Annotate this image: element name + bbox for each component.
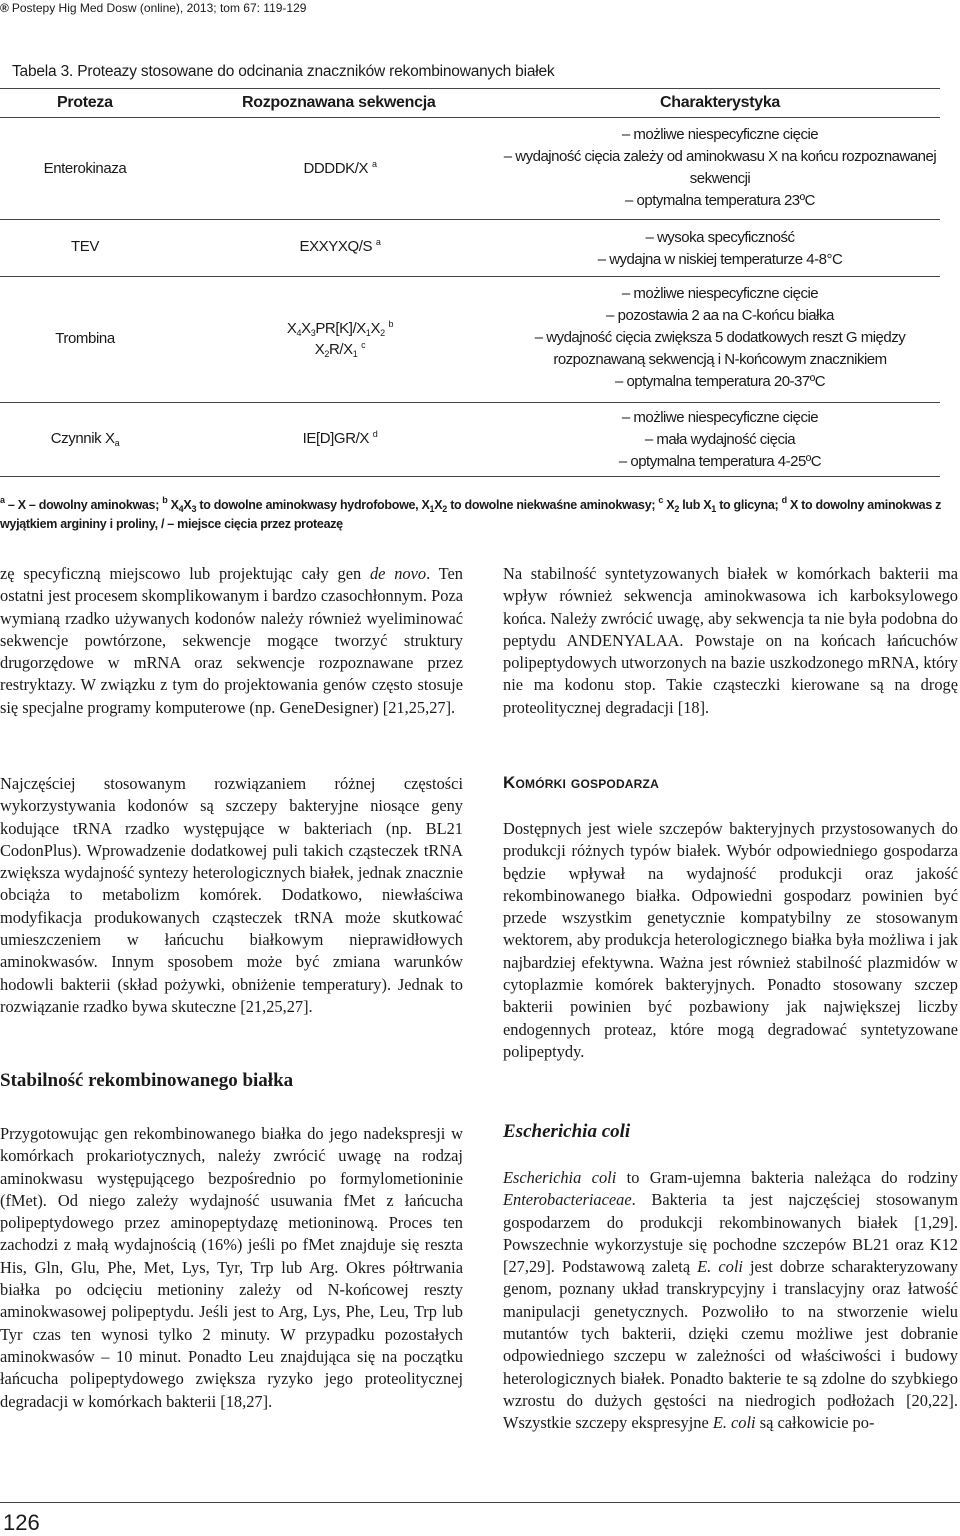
table-header-protease: Proteza bbox=[57, 94, 113, 111]
sequence-factor-xa: IE[D]GR/X $^d$ bbox=[302, 429, 378, 447]
table-header-characteristics: Charakterystyka bbox=[660, 94, 781, 111]
left-column-paragraph-3: Przygotowując gen rekombinowanego białka do jego nadekspresji w komórkach prokariotycznych, należy zwrócić uwagę na rodzaj aminokwasu występującego bezpośrednio po formylometioninie (fMet). Od niego zależy wydajność usuwania fMet z łańcucha polipeptydowego przez aminopeptydazę metioninową. Proces ten zachodzi z małą wydajnością (16%) jeśli po fMet znajduje się reszta His, Gln, Glu, Phe, Met, Lys, Tyr, Trp lub Arg. Okres półtrwania białka po odcięciu metioniny zależy od N-końcowej reszty aminokwasowej polipeptydu. Jeśli jest to Arg, Lys, Phe, Leu, Trp lub Tyr czas ten wynosi tylko 2 minuty. W przypadku pozostałych aminokwasów – 10 minut. Ponadto Leu znajdująca się na początku łańcucha polipeptydowego zwiększa ryzyko jego proteolitycznej degradacji w komórkach bakterii [18,27]. bbox=[0, 1124, 463, 1411]
journal-citation: Postepy Hig Med Dosw (online), 2013; tom 67: 119-129 bbox=[11, 1, 307, 15]
left-column bbox=[0, 563, 463, 719]
characteristics-factor-xa: – możliwe niespecyficzne cięcie – mała wydajność cięcia – optymalna temperatura 4-25ºC bbox=[618, 409, 822, 470]
sequence-thrombin: $X_4X_3PR[K]/X_1X_2$ $^b$ $X_2R/X_1$ $^c$ bbox=[286, 319, 394, 359]
table-footnote: $^a$ – X – dowolny aminokwas; $^b$ $X_4X_3$ to dowolne aminokwasy hydrofobowe, $X_1X_2$ to dowolne niekwaśne aminokwasy; $^c$ $X_2$ lub $X_1$ to glicyna; $^d$ X to dowolny aminokwas z wyjątkiem argininy i proliny, / – miejsce cięcia przez proteazę bbox=[0, 495, 942, 531]
sequence-tev: EXXYXQ/S $^a$ bbox=[299, 237, 381, 255]
table-header-sequence: Rozpoznawana sekwencja bbox=[242, 94, 436, 111]
subsection-heading-ecoli: Escherichia coli bbox=[503, 1121, 631, 1142]
characteristics-thrombin: – możliwe niespecyficzne cięcie – pozostawia 2 aa na C-końcu białka – wydajność cięcia zwiększa 5 dodatkowych reszt G między rozpoznawaną sekwencją i N-końcowym znacznikiem – optymalna temperatura 20-37ºC bbox=[534, 285, 906, 390]
running-header bbox=[0, 0, 960, 17]
table-top-rule bbox=[0, 88, 940, 89]
right-column-paragraph-2: Dostępnych jest wiele szczepów bakteryjnych przystosowanych do produkcji różnych typów białek. Wybór odpowiedniego gospodarza będzie wpływał na wydajność produkcji oraz jakość rekombinowanego białka. Odpowiedni gospodarz powinien być przede wszystkim genetycznie kompatybilny ze stosowanym wektorem, aby produkcja heterologicznego białka była możliwa i jak najbardziej efektywna. Ważna jest również stabilność plazmidów w cytoplazmie komórek bakteryjnych. Ponadto stosowany szczep bakterii powinien być pozbawiony jak największej liczby endogennych proteaz, które mogą degradować syntetyzowane polipeptydy. bbox=[503, 819, 958, 1061]
protease-tev: TEV bbox=[71, 238, 99, 255]
right-column-paragraph-3: Escherichia coli to Gram-ujemna bakteria należąca do rodziny Enterobacteriaceae. Bakteria ta jest najczęściej stosowanym gospodarzem do produkcji rekombinowanych białek [1,29]. Powszechnie wykorzystuje się pochodne szczepów BL21 oraz K12 [27,29]. Podstawową zaletą E. coli jest dobrze scharakteryzowany genom, poznany układ transkrypcyjny i translacyjny oraz łatwość manipulacji genetycznych. Pozwoliło to na stworzenie wielu mutantów tych bakterii, dzięki czemu możliwe jest dobranie odpowiedniego szczepu w zależności od właściwości i budowy heterologicznych białek. Ponadto bakterie te są zdolne do szybkiego wzrostu do dużych gęstości na niedrogich podłożach [20,22]. Wszystkie szczepy ekspresyjne E. coli są całkowicie po- bbox=[503, 1168, 959, 1433]
protease-enterokinase: Enterokinaza bbox=[43, 160, 127, 177]
table-bottom-rule bbox=[0, 476, 940, 477]
left-column-paragraph-2: Najczęściej stosowanym rozwiązaniem różnej częstości wykorzystywania kodonów są szczepy bakteryjne niosące geny kodujące tRNA rzadko występujące w bakteriach (np. BL21 CodonPlus). Wprowadzenie dodatkowej puli takich cząsteczek tRNA zwiększa wydajność syntezy heterologicznych białek, jednak znacznie obciąża to metabolizm komórek. Dodatkowo, niewłaściwa modyfikacja produkowanych cząsteczek tRNA może skutkować umieszczeniem w łańcuchu białkowym nieprawidłowych aminokwasów. Innym sposobem może być zmiana warunków hodowli bakterii (skład pożywki, obniżenie temperatury). Jednak to rozwiązanie rzadko bywa skuteczne [21,25,27]. bbox=[0, 774, 463, 1016]
table-row-rule bbox=[0, 402, 940, 403]
page-number: 126 bbox=[3, 1510, 40, 1535]
paragraph: zę specyficzną miejscowo lub projektując cały gen de novo. Ten ostatni jest procesem skomplikowanym i bardzo czasochłonnym. Poza wymianą rzadko używanych kodonów należy również wyeliminować sekwencje powtórzone, sekwencje mogące tworzyć struktury drugorzędowe w mRNA oraz sekwencje rozpoznawane przez restryktazy. W związku z tym do projektowania genów często stosuje się specjalne programy komputerowe (np. GeneDesigner) [21,25,27]. bbox=[0, 564, 463, 717]
right-column-paragraph-1: Na stabilność syntetyzowanych białek w komórkach bakterii ma wpływ również sekwencja aminokwasowa ich karboksylowego końca. Należy zwrócić uwagę, aby sekwencja ta nie była podobna do peptydu ANDENYALAA. Powstaje on na końcach łańcuchów polipeptydowych utworzonych na bazie uszkodzonego mRNA, który nie ma kodonu stop. Takie cząsteczki kierowane są na drogę proteolitycznej degradacji [18]. bbox=[503, 564, 958, 717]
section-heading-stability: Stabilność rekombinowanego białka bbox=[0, 1070, 294, 1091]
table-caption: Tabela 3. Proteazy stosowane do odcinania znaczników rekombinowanych białek bbox=[12, 63, 555, 80]
footer-rule bbox=[0, 1502, 960, 1503]
table-row-rule bbox=[0, 276, 940, 277]
characteristics-enterokinase: – możliwe niespecyficzne cięcie – wydajność cięcia zależy od aminokwasu X na końcu rozpoznawanej sekwencji – optymalna temperatura 23ºC bbox=[503, 126, 937, 209]
section-heading-host-cells: Komórki gospodarza bbox=[503, 773, 659, 792]
protease-factor-xa: Czynnik $X_a$ bbox=[50, 430, 120, 448]
protease-thrombin: Trombina bbox=[55, 330, 115, 347]
table-header-rule bbox=[0, 117, 940, 118]
registered-icon: ® bbox=[0, 1, 9, 15]
sequence-enterokinase: DDDDK/X $^a$ bbox=[303, 159, 377, 177]
table-row-rule bbox=[0, 219, 940, 220]
characteristics-tev: – wysoka specyficzność – wydajna w niskiej temperaturze 4-8°C bbox=[597, 229, 843, 268]
